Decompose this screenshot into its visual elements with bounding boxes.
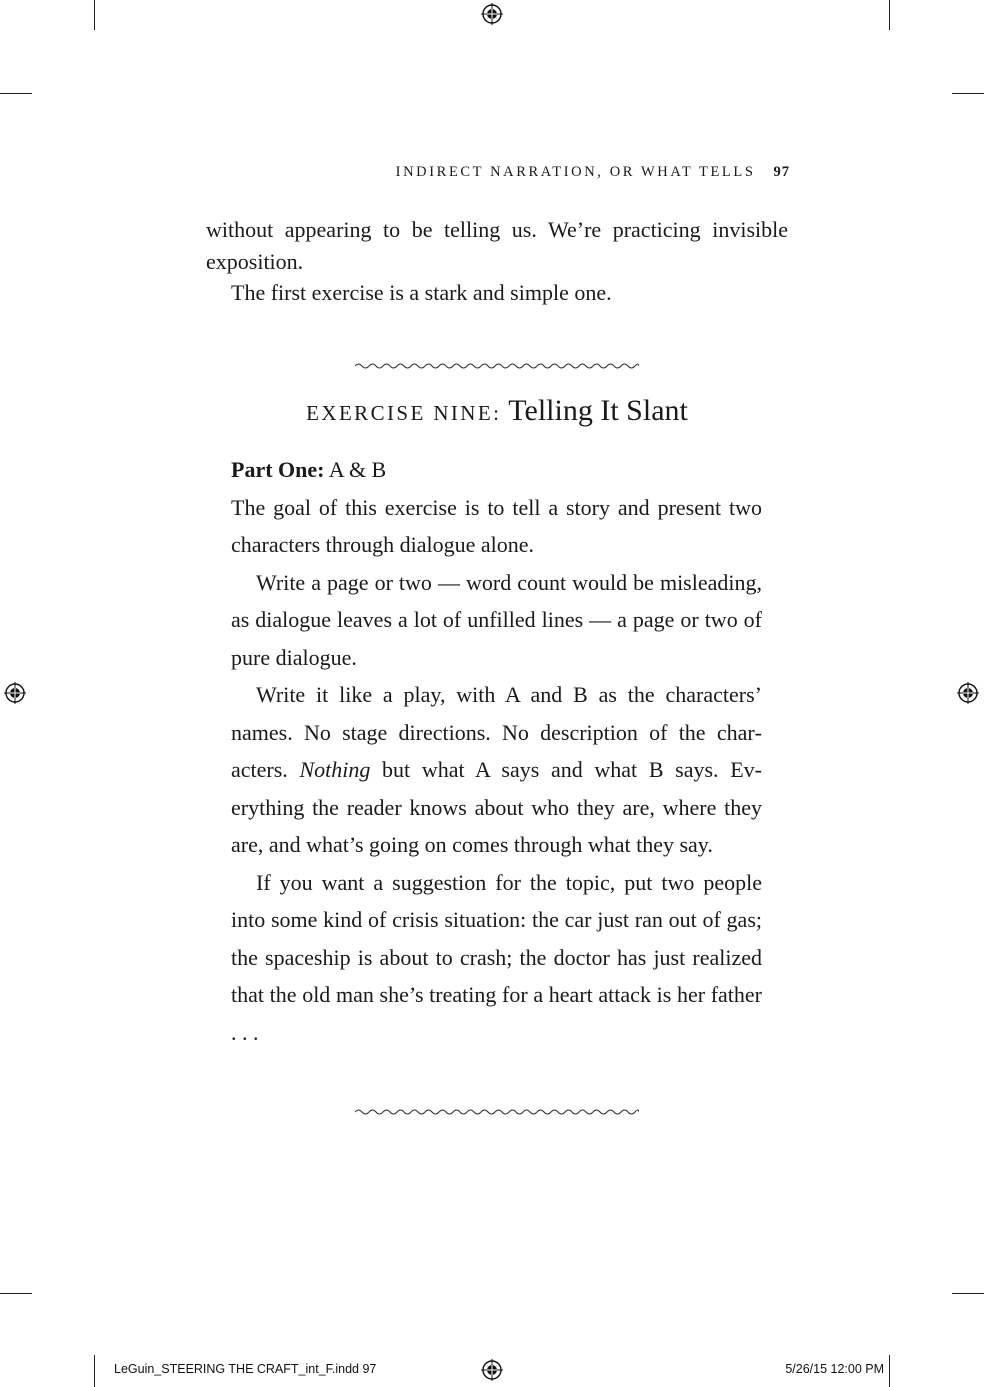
body-paragraph: If you want a suggestion for the topic, put two people into some kind of crisis situation: the car just ran out of gas; the spaceship is about to crash; the doctor has just realized that the old man she’s treating for a heart attack is her father . . . [231,869,762,1045]
crop-mark-bottom-left [94,1355,95,1387]
registration-mark-icon [481,1359,503,1381]
registration-mark-icon [957,682,979,704]
crop-mark-left-top [0,93,32,94]
crop-mark-top-right [889,0,890,30]
exercise-heading [206,394,788,428]
running-head [200,164,790,181]
slug-date: 5/26/15 12:00 PM [785,1362,884,1376]
registration-mark-icon [4,682,26,704]
body-text-span: but what A says and what B says. Everything the reader knows about who they are, where they are, and what’s going on comes through what they say. [231,757,762,857]
crop-mark-bottom-right [889,1355,890,1387]
registration-mark-icon [481,3,503,25]
crop-mark-right-bottom [952,1293,984,1294]
part-label: Part One: [231,457,325,482]
part-title: A & B [328,457,387,482]
emphasis-text: Nothing [299,757,371,782]
part-heading [231,451,762,489]
exercise-title: Telling It Slant [508,394,688,427]
wavy-rule-ornament [355,1108,639,1116]
running-head-title: INDIRECT NARRATION, OR WHAT TELLS [395,164,756,180]
exercise-body [231,451,762,1051]
crop-mark-right-top [952,93,984,94]
intro-text [206,214,788,309]
crop-mark-top-left [94,0,95,30]
intro-paragraph: The first exercise is a stark and simple one. [231,280,612,305]
body-paragraph: The goal of this exercise is to tell a story and present two characters through dialogue alone. [231,494,762,557]
exercise-label: EXERCISE NINE: [306,401,502,425]
body-text-span: Write it like a play, with A and B as the characters’ names. No stage directions. No description of the characters. [231,682,762,782]
body-paragraph [231,676,762,864]
wavy-rule-ornament [355,362,639,370]
intro-paragraph: without appearing to be telling us. We’re practicing invisible exposition. [206,217,788,274]
page-number: 97 [773,164,790,180]
body-paragraph: Write a page or two — word count would be misleading, as dialogue leaves a lot of unfilled lines — a page or two of pure dialogue. [231,569,762,670]
crop-mark-left-bottom [0,1293,32,1294]
slug-file-name: LeGuin_STEERING THE CRAFT_int_F.indd 97 [114,1362,377,1376]
